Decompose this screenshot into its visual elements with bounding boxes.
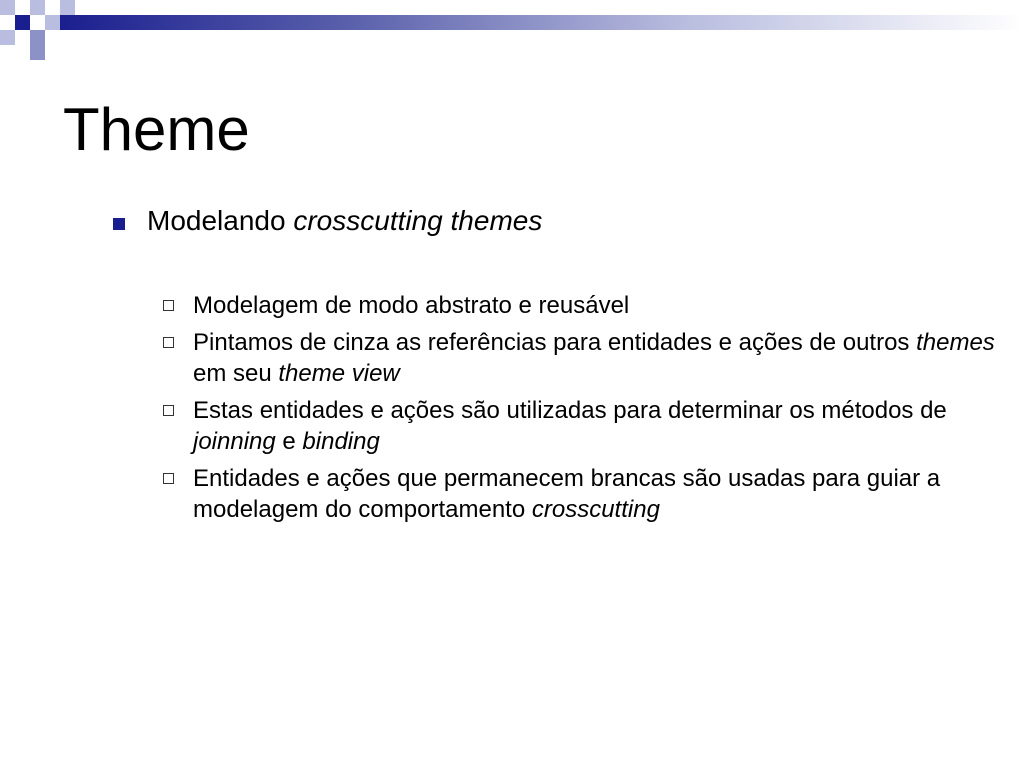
sub-bullet-item (163, 290, 1003, 321)
sub-bullet-emphasis: binding (302, 428, 380, 455)
sub-bullet-list (163, 290, 1003, 531)
sub-bullet-text (193, 465, 940, 523)
header-square (15, 15, 30, 30)
sub-bullet-item (163, 463, 1003, 525)
sub-bullet-emphasis: themes (916, 329, 995, 356)
bullet-level1-prefix: Modelando (147, 205, 294, 236)
header-square (0, 30, 15, 45)
sub-bullet-item (163, 327, 1003, 389)
sub-bullet-segment: Modelagem de modo abstrato e reusável (193, 292, 630, 319)
sub-bullet-segment: e (275, 428, 303, 455)
header-square (45, 15, 60, 30)
sub-bullet-emphasis: joinning (193, 428, 276, 455)
sub-bullet-item (163, 395, 1003, 457)
hollow-square-bullet-icon (163, 300, 174, 311)
sub-bullet-segment: em seu (193, 360, 279, 387)
header-square (30, 0, 45, 15)
sub-bullet-segment: Pintamos de cinza as referências para entidades e ações de outros (193, 329, 917, 356)
sub-bullet-text (193, 329, 995, 387)
bullet-level1-text (147, 200, 542, 242)
header-square (30, 45, 45, 60)
header-square (30, 30, 45, 45)
bullet-level1-emphasis: crosscutting themes (293, 205, 543, 236)
sub-bullet-emphasis: crosscutting (531, 496, 660, 523)
hollow-square-bullet-icon (163, 337, 174, 348)
hollow-square-bullet-icon (163, 405, 174, 416)
slide-title: Theme (63, 96, 250, 163)
sub-bullet-segment: Estas entidades e ações são utilizadas para determinar os métodos de (193, 397, 947, 424)
header-gradient-bar (60, 15, 1024, 30)
sub-bullet-text (193, 397, 947, 455)
sub-bullet-emphasis: theme view (278, 360, 400, 387)
sub-bullet-text (193, 292, 629, 319)
hollow-square-bullet-icon (163, 473, 174, 484)
header-square (0, 0, 15, 15)
sub-bullet-segment: Entidades e ações que permanecem brancas são usadas para guiar a modelagem do comportamento (193, 465, 941, 523)
header-square (60, 0, 75, 15)
square-bullet-icon (113, 218, 125, 230)
